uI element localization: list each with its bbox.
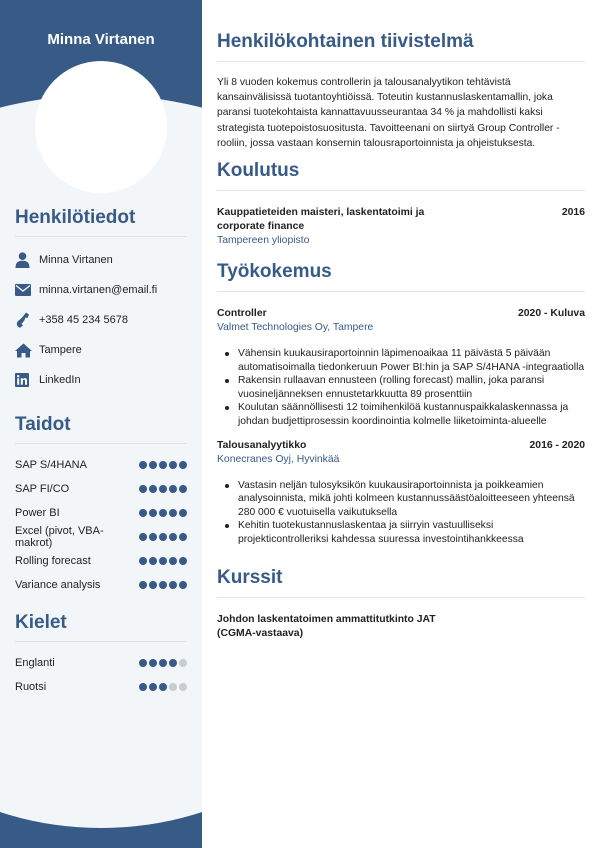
- rating-row: [15, 477, 187, 501]
- home-icon: [15, 343, 39, 358]
- rating-dot-filled-icon: [179, 581, 187, 589]
- job-achievements: [217, 347, 585, 429]
- rating-row: [15, 675, 187, 699]
- rating-dot-empty-icon: [179, 659, 187, 667]
- rating-dot-filled-icon: [159, 557, 167, 565]
- rating-dot-filled-icon: [139, 461, 147, 469]
- job-company: Konecranes Oyj, Hyvinkää: [217, 453, 340, 465]
- rating-dot-filled-icon: [139, 533, 147, 541]
- rating-dots: [139, 485, 187, 493]
- education-entry: [217, 206, 585, 248]
- rating-row: [15, 453, 187, 477]
- rating-label: Rolling forecast: [15, 555, 91, 567]
- job-dates: 2020 - Kuluva: [518, 308, 585, 319]
- experience-entry: [217, 439, 585, 547]
- rating-row: [15, 525, 187, 549]
- experience-heading: Työkokemus: [217, 261, 585, 292]
- rating-dot-filled-icon: [149, 461, 157, 469]
- personal-info-section: [15, 207, 187, 395]
- job-dates: 2016 - 2020: [529, 439, 585, 451]
- rating-dots: [139, 659, 187, 667]
- rating-dot-filled-icon: [139, 485, 147, 493]
- rating-dot-empty-icon: [179, 683, 187, 691]
- course-title: Johdon laskentatoimen ammattitutkinto JAT (CGMA-vastaava): [217, 614, 436, 639]
- rating-dot-filled-icon: [169, 659, 177, 667]
- skills-list: [15, 453, 187, 597]
- rating-dot-filled-icon: [159, 509, 167, 517]
- rating-dot-filled-icon: [159, 659, 167, 667]
- contact-phone-text[interactable]: +358 45 234 5678: [39, 314, 129, 326]
- rating-dot-filled-icon: [149, 533, 157, 541]
- languages-heading: Kielet: [15, 612, 187, 642]
- rating-row: [15, 651, 187, 675]
- rating-dot-filled-icon: [179, 533, 187, 541]
- rating-label: Excel (pivot, VBA-makrot): [15, 525, 104, 549]
- rating-dot-filled-icon: [139, 581, 147, 589]
- skills-section: [15, 414, 187, 597]
- contact-name-text: Minna Virtanen: [39, 254, 113, 266]
- rating-label: Power BI: [15, 507, 60, 519]
- rating-dot-filled-icon: [179, 557, 187, 565]
- personal-info-heading: Henkilötiedot: [15, 207, 187, 237]
- contact-location: [15, 335, 187, 365]
- rating-dot-filled-icon: [139, 509, 147, 517]
- skills-heading: Taidot: [15, 414, 187, 444]
- rating-label: Englanti: [15, 657, 55, 669]
- rating-dot-filled-icon: [159, 485, 167, 493]
- contact-location-text: Tampere: [39, 344, 82, 356]
- rating-row: [15, 549, 187, 573]
- achievement-item: Koulutan säännöllisesti 12 toimihenkilöä kustannuspaikkalaskennassa ja johdan budjettiprosessin koordinointia kolmelle liiketoiminta-alueelle: [217, 401, 585, 428]
- rating-row: [15, 573, 187, 597]
- experience-entry: [217, 307, 585, 429]
- rating-dot-filled-icon: [149, 659, 157, 667]
- summary-section: [217, 31, 585, 151]
- achievement-item: Vastasin neljän tulosyksikön kuukausiraportoinnista ja poikkeamien analysoinnista, mikä johti kolmeen kustannussäästöaloitteeseen yhteensä 280 000 € vuotuisella vaikutuksella: [217, 479, 585, 520]
- rating-dots: [139, 533, 187, 541]
- rating-dots: [139, 557, 187, 565]
- rating-dot-filled-icon: [169, 461, 177, 469]
- rating-dot-filled-icon: [169, 557, 177, 565]
- rating-label: Variance analysis: [15, 579, 101, 591]
- candidate-name: Minna Virtanen: [47, 31, 155, 48]
- phone-icon: [15, 312, 39, 328]
- achievement-item: Rakensin rullaavan ennusteen (rolling forecast) mallin, joka paransi vuosineljänneksen ennustetarkkuutta 89 prosenttiin: [217, 374, 585, 401]
- sidebar-footer-band: [0, 760, 202, 848]
- experience-section: [217, 261, 585, 547]
- rating-row: [15, 501, 187, 525]
- rating-dots: [139, 581, 187, 589]
- contact-email[interactable]: [15, 275, 187, 305]
- contact-email-text[interactable]: minna.virtanen@email.fi: [39, 284, 158, 296]
- education-heading: Koulutus: [217, 160, 585, 191]
- job-company: Valmet Technologies Oy, Tampere: [217, 322, 374, 333]
- rating-dot-filled-icon: [179, 485, 187, 493]
- contact-linkedin-text[interactable]: LinkedIn: [39, 374, 81, 386]
- education-degree: Kauppatieteiden maisteri, laskentatoimi ja corporate finance: [217, 207, 425, 232]
- rating-dot-filled-icon: [179, 509, 187, 517]
- summary-heading: Henkilökohtainen tiivistelmä: [217, 31, 585, 62]
- person-icon: [15, 252, 39, 268]
- rating-dot-filled-icon: [159, 461, 167, 469]
- courses-heading: Kurssit: [217, 567, 585, 598]
- rating-dot-empty-icon: [169, 683, 177, 691]
- rating-label: Ruotsi: [15, 681, 47, 693]
- education-school: Tampereen yliopisto: [217, 235, 310, 246]
- rating-dots: [139, 683, 187, 691]
- job-achievements: [217, 479, 585, 547]
- rating-dot-filled-icon: [169, 581, 177, 589]
- job-title: Controller: [217, 308, 267, 319]
- rating-dot-filled-icon: [149, 557, 157, 565]
- sidebar: [0, 0, 202, 848]
- rating-dot-filled-icon: [149, 581, 157, 589]
- rating-dot-filled-icon: [169, 533, 177, 541]
- rating-dot-filled-icon: [149, 485, 157, 493]
- contact-phone[interactable]: [15, 305, 187, 335]
- contact-name: [15, 245, 187, 275]
- profile-photo: [35, 61, 167, 193]
- rating-dots: [139, 509, 187, 517]
- education-year: 2016: [561, 207, 585, 218]
- envelope-icon: [15, 284, 39, 296]
- rating-dot-filled-icon: [159, 683, 167, 691]
- rating-label: SAP FI/CO: [15, 483, 70, 495]
- rating-dot-filled-icon: [159, 581, 167, 589]
- achievement-item: Kehitin tuotekustannuslaskentaa ja siirryin vastuulliseksi projekticontrolleriksi kahdessa suuressa investointihankkeessa: [217, 519, 585, 546]
- education-section: [217, 160, 585, 248]
- rating-dot-filled-icon: [149, 683, 157, 691]
- sidebar-footer-curve: [0, 760, 202, 828]
- linkedin-icon: [15, 373, 39, 387]
- rating-dots: [139, 461, 187, 469]
- job-title: Talousanalyytikko: [217, 439, 307, 451]
- rating-label: SAP S/4HANA: [15, 459, 87, 471]
- rating-dot-filled-icon: [169, 485, 177, 493]
- languages-list: [15, 651, 187, 699]
- rating-dot-filled-icon: [159, 533, 167, 541]
- summary-text: Yli 8 vuoden kokemus controllerin ja talousanalyytikon tehtävistä kansainvälisissä tuotantoyhtiöissä. Toteutin kustannuslaskentamallin, joka paransi tuotekohtaista kannattavuusseurantaa 34 % ja mahdollisti kaksi strategista tuotepoistosuositusta. Tavoitteenani on siirtyä Group Controller -rooliin, jossa vastaan konsernin talousraportoinnista ja ohjeistuksesta.: [217, 77, 560, 149]
- languages-section: [15, 612, 187, 699]
- rating-dot-filled-icon: [179, 461, 187, 469]
- rating-dot-filled-icon: [139, 659, 147, 667]
- contact-linkedin[interactable]: [15, 365, 187, 395]
- rating-dot-filled-icon: [139, 557, 147, 565]
- achievement-item: Vähensin kuukausiraportoinnin läpimenoaikaa 11 päivästä 5 päivään automatisoimalla tiedonkeruun Power BI:hin ja SAP S/4HANA -integraatiolla: [217, 347, 585, 374]
- rating-dot-filled-icon: [139, 683, 147, 691]
- courses-section: [217, 567, 585, 641]
- rating-dot-filled-icon: [169, 509, 177, 517]
- course-entry: [217, 613, 442, 641]
- rating-dot-filled-icon: [149, 509, 157, 517]
